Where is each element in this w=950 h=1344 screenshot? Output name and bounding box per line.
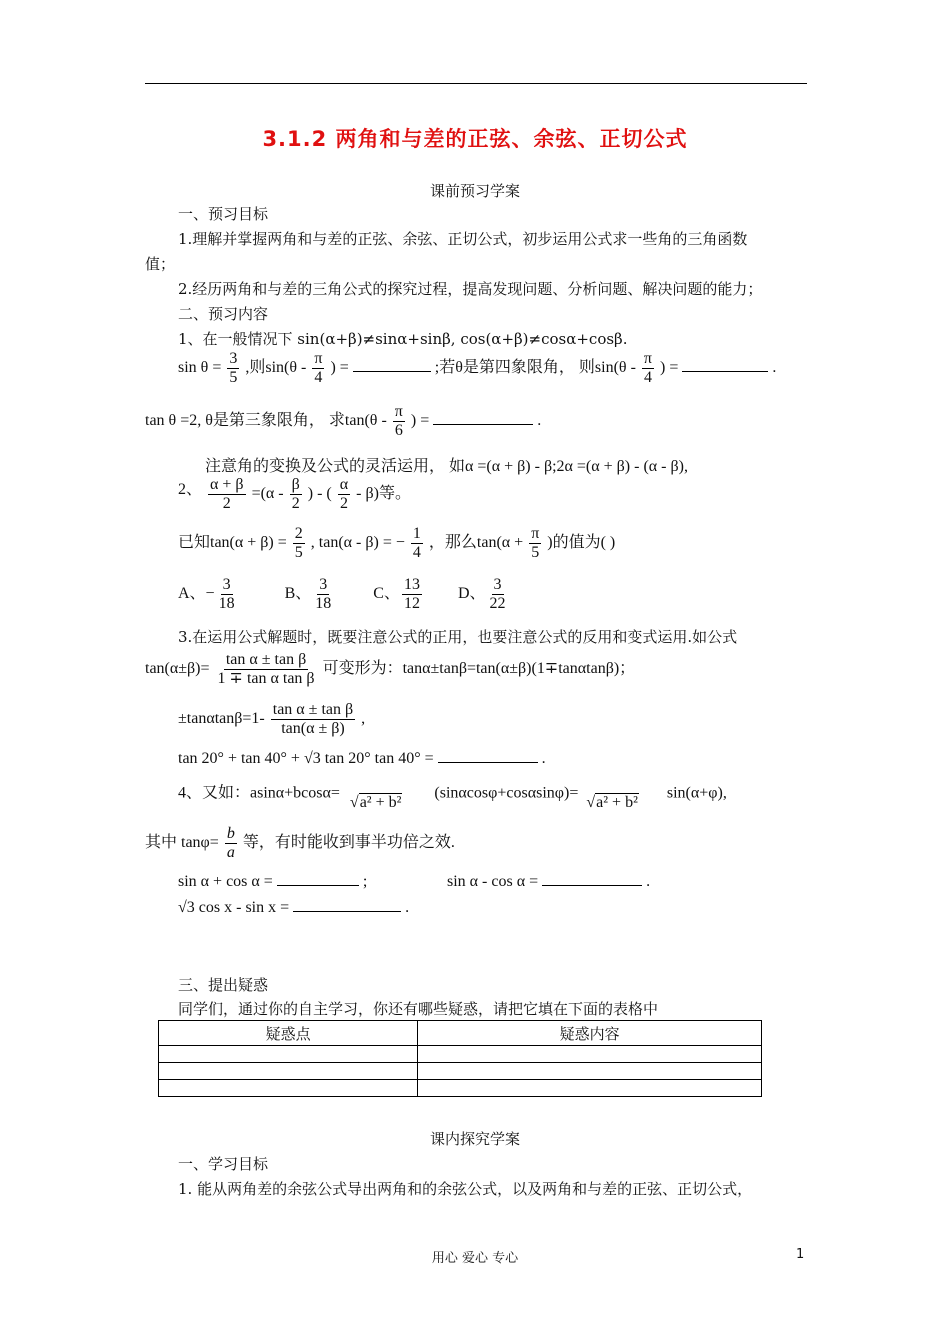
item-4-cont: 其中 tanφ= $\frac{b}{a}$ 等，有时能收到事半功倍之效. [145,825,455,861]
exercise-1: sin α + cos α = ; [178,873,368,890]
exercise-3: √3 cos x - sin x = . [178,899,410,916]
option-c[interactable]: C、 $\frac{13}{12}$ [373,576,420,612]
top-rule [145,83,807,84]
answer-blank[interactable] [353,370,431,372]
option-b[interactable]: B、 $\frac{3}{18}$ [284,576,332,612]
page-number: 1 [796,1247,805,1262]
goal-heading: 一、预习目标 [178,205,269,223]
goal-1-cont: 值； [145,255,176,273]
answer-blank[interactable] [682,370,768,372]
content-heading: 二、预习内容 [178,305,269,323]
table-cell[interactable] [418,1080,762,1097]
learning-goal-1: 1. 能从两角差的余弦公式导出两角和的余弦公式，以及两角和与差的正弦、正切公式， [178,1180,753,1198]
option-d[interactable]: D、 $\frac{3}{22}$ [457,576,506,612]
formula-tan20: tan 20° + tan 40° + √3 tan 20° tan 40° = . [178,750,546,767]
table-header-doubt-point: 疑惑点 [159,1021,418,1046]
doubt-table [158,1020,762,1097]
goal-2: 2.经历两角和与差的三角公式的探究过程，提高发现问题、分析问题、解决问题的能力； [178,280,763,298]
answer-blank[interactable] [438,761,538,763]
equation-1: sin θ = $\frac{3}{5}$ ,则sin(θ - $\frac{\pi}{4}$ ) = ;若θ是第四象限角， 则sin(θ - $\frac{\pi}{4}$ ) = . [178,350,777,386]
options [178,576,510,612]
item-4: 4、又如：asinα+bcosα= √a² + b² (sinαcosφ+cosαsinφ)= √a² + b² sin(α+φ), [178,784,727,811]
question-tan: 已知tan(α + β) = $\frac{2}{5}$ , tan(α - β) = − $\frac{1}{4}$ ，那么tan(α + $\frac{\pi}{5}$ )的值为( ) [178,525,616,561]
table-header-doubt-content: 疑惑内容 [418,1021,762,1046]
answer-blank[interactable] [293,910,401,912]
formula-tan-product: ±tanαtanβ=1- $\frac{\text{tan α ± tan β}}{\tan(\alpha \pm \beta)}$ , [178,701,366,737]
table-cell[interactable] [159,1046,418,1063]
doubt-text: 同学们，通过你的自主学习，你还有哪些疑惑，请把它填在下面的表格中 [178,1000,659,1018]
goal-1: 1.理解并掌握两角和与差的正弦、余弦、正切公式，初步运用公式求一些角的三角函数 [178,230,748,248]
learning-goal-heading: 一、学习目标 [178,1155,269,1173]
equation-2: tan θ =2, θ是第三象限角， 求tan(θ - $\frac{\pi}{6}$ ) = . [145,403,542,439]
answer-blank[interactable] [542,884,642,886]
item-2: 2、 $\frac{\alpha + \beta}{2}$ =(α - $\frac{\beta}{2}$ ) - ( $\frac{\alpha}{2}$ - β)等。 [178,476,411,512]
note-angle-transform: 注意角的变换及公式的灵活运用， 如α =(α + β) - β;2α =(α + β) - (α - β), [205,458,688,475]
item-3: 3.在运用公式解题时，既要注意公式的正用，也要注意公式的反用和变式运用.如公式 [178,628,738,646]
formula-tan-sum: tan(α±β)= $\frac{\text{tan α ± tan β}}{\text{1 ∓ tan α tan β}}$ 可变形为：tanα±tanβ=tan(α±β)(1∓tanαtanβ)； [145,651,636,687]
table-cell[interactable] [159,1063,418,1080]
section-heading-pre: 课前预习学案 [429,182,520,200]
answer-blank[interactable] [277,884,359,886]
doubt-heading: 三、提出疑惑 [178,976,269,994]
table-cell[interactable] [418,1063,762,1080]
table-cell[interactable] [418,1046,762,1063]
table-cell[interactable] [159,1080,418,1097]
page-title: 3.1.2 两角和与差的正弦、余弦、正切公式 [262,127,688,151]
option-a[interactable]: A、− $\frac{3}{18}$ [178,576,235,612]
item-1: 1、在一般情况下 sin(α+β)≠sinα+sinβ, cos(α+β)≠cosα+cosβ. [178,330,628,348]
answer-blank[interactable] [433,423,533,425]
exercise-2: sin α - cos α = . [447,873,651,890]
footer-text: 用心 爱心 专心 [431,1251,519,1266]
section-heading-in: 课内探究学案 [429,1130,520,1148]
